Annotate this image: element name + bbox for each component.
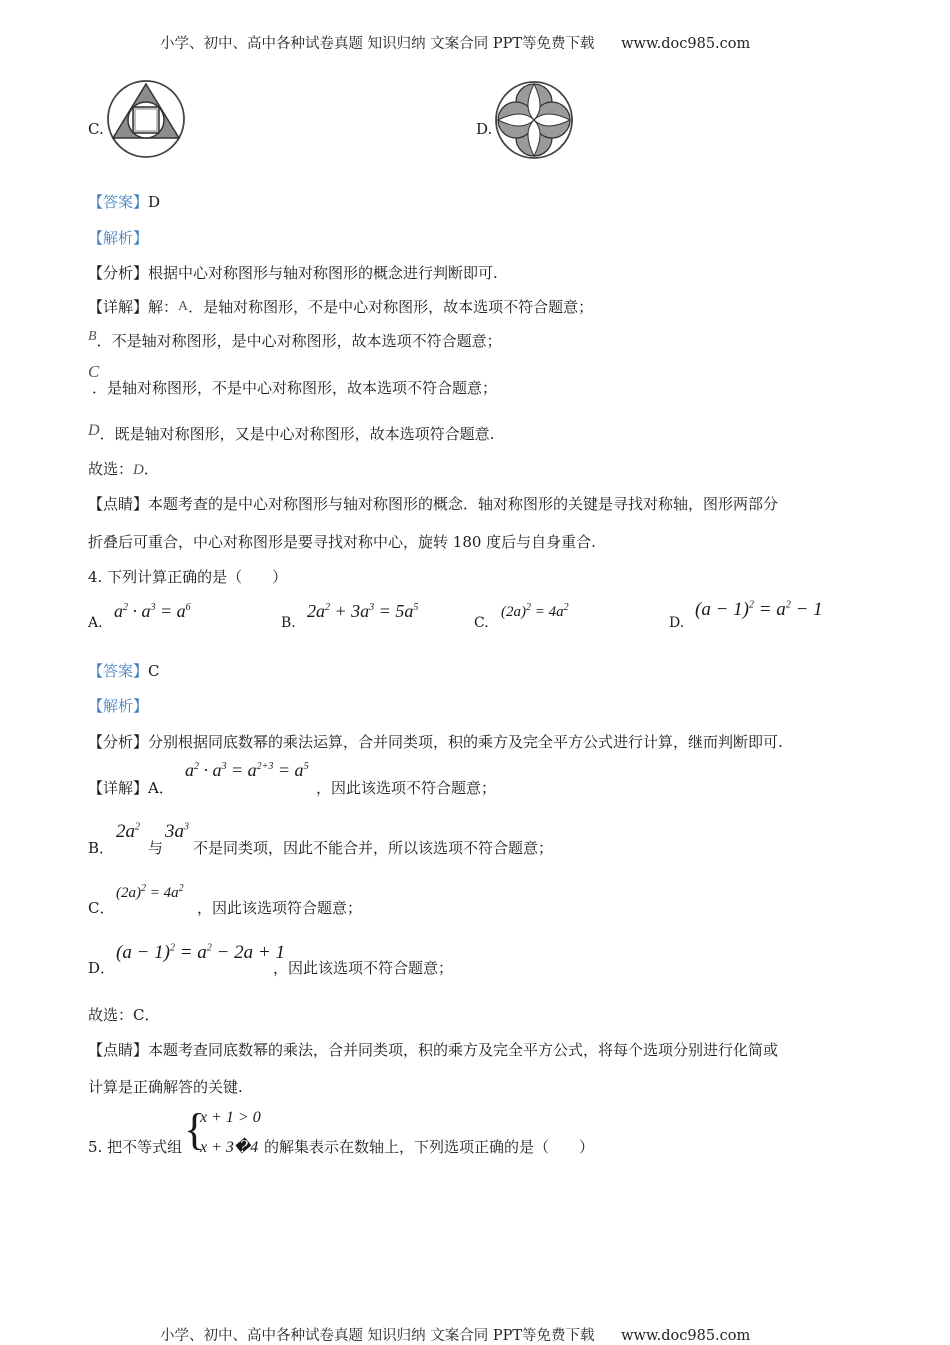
dianjing-tag: 【点睛】 (88, 495, 149, 513)
page-footer (160, 1324, 750, 1345)
q4-option-a-label: A. (88, 615, 103, 631)
page-header (160, 32, 750, 53)
q4-detail-a-formula: $a^2 \cdot a^3 = a^{2+3} = a^5$ (185, 760, 309, 780)
fenxi-tag: 【分析】 (88, 733, 149, 751)
q4-answer (88, 660, 160, 681)
q4-option-a-formula: $a^2 \cdot a^3 = a^6$ (114, 601, 191, 621)
q4-fenxi (88, 731, 783, 752)
dianjing-tag: 【点睛】 (88, 1041, 149, 1059)
q5-brace: { (184, 1105, 206, 1154)
answer-value: C (148, 662, 160, 680)
q3-analysis-tag: 【解析】 (88, 229, 149, 247)
detail-a-letter: A (178, 299, 189, 314)
answer-tag: 【答案】 (88, 193, 149, 211)
q4-dianjing-line2: 计算是正确解答的关键. (88, 1078, 243, 1096)
q4-detail-c-text: ，因此该选项符合题意； (197, 899, 363, 917)
q3-fenxi (88, 262, 498, 283)
q4-dianjing-line1 (88, 1039, 778, 1060)
answer-value: D (148, 193, 161, 211)
q5-ineq2: x + 3�4 (200, 1139, 259, 1156)
q3-detail-d (88, 423, 494, 444)
q3-option-c-label: C. (88, 120, 104, 138)
detail-a-text: ．是轴对称图形，不是中心对称图形，故本选项不符合题意； (188, 298, 594, 316)
q4-detail-b-label: B． (88, 839, 115, 857)
answer-tag: 【答案】 (88, 662, 149, 680)
q4-option-c-label: C. (474, 615, 489, 631)
q3-option-d-figure (494, 80, 576, 160)
q3-option-c-figure (106, 80, 188, 160)
q4-choose: 故选：C． (88, 1006, 160, 1024)
q5-stem-suffix: 的解集表示在数轴上，下列选项正确的是（ ） (264, 1138, 595, 1156)
detail-d-letter: D (88, 422, 100, 439)
detail-prefix: 解： (148, 298, 179, 316)
q5-ineq1: x + 1 > 0 (200, 1109, 261, 1126)
q4-option-d-formula: $(a - 1)^2 = a^2 - 1$ (695, 599, 823, 620)
fenxi-text: 根据中心对称图形与轴对称图形的概念进行判断即可. (148, 264, 498, 282)
choose-end: ． (143, 460, 159, 478)
detail-tag: 【详解】 (88, 779, 149, 797)
choose-label: 故选： (88, 460, 134, 478)
q4-detail-a (88, 777, 174, 798)
q4-detail-b-mid: 与 (148, 839, 164, 857)
q3-dianjing-line1 (88, 493, 778, 514)
q3-detail-c (92, 377, 497, 398)
q3-choose (88, 458, 159, 479)
detail-b-text: ．不是轴对称图形，是中心对称图形，故本选项不符合题意； (96, 332, 502, 350)
q4-detail-d-formula: $(a - 1)^2 = a^2 - 2a + 1$ (116, 942, 285, 963)
fenxi-text: 分别根据同底数幂的乘法运算，合并同类项，积的乘方及完全平方公式进行计算，继而判断即可. (148, 733, 783, 751)
dianjing-text: 本题考查同底数幂的乘法，合并同类项，积的乘方及完全平方公式，将每个选项分别进行化简或 (148, 1041, 779, 1059)
dianjing-text: 本题考查的是中心对称图形与轴对称图形的概念．轴对称图形的关键是寻找对称轴，图形两部分 (148, 495, 779, 513)
q4-detail-b-formula1: $2a^2$ (116, 821, 140, 842)
choose-letter: D (133, 462, 144, 478)
q4-detail-d-label: D． (88, 959, 116, 977)
q4-stem: 4. 下列计算正确的是（ ） (88, 568, 288, 586)
header-url: www.doc985.com (621, 36, 751, 52)
footer-text: 小学、初中、高中各种试卷真题 知识归纳 文案合同 PPT等免费下载 (160, 1328, 595, 1344)
q3-detail-a (88, 296, 593, 317)
detail-tag: 【详解】 (88, 298, 149, 316)
q3-detail-b (88, 330, 502, 351)
detail-c-letter: C (88, 362, 100, 381)
q4-analysis-tag: 【解析】 (88, 697, 149, 715)
q3-answer (88, 191, 160, 212)
q5-stem-prefix: 5. 把不等式组 (88, 1138, 183, 1156)
header-text: 小学、初中、高中各种试卷真题 知识归纳 文案合同 PPT等免费下载 (160, 36, 595, 52)
q4-option-b-formula: $2a^2 + 3a^3 = 5a^5$ (307, 601, 419, 621)
detail-a-label: A． (148, 779, 174, 797)
q4-detail-d-text: ，因此该选项不符合题意； (273, 959, 454, 977)
q3-dianjing-line2: 折叠后可重合，中心对称图形是要寻找对称中心，旋转 180 度后与自身重合. (88, 533, 596, 551)
q4-option-c-formula: $(2a)^2 = 4a^2$ (501, 602, 569, 620)
q4-detail-c-formula: $(2a)^2 = 4a^2$ (116, 883, 184, 901)
q4-option-b-label: B. (281, 615, 296, 631)
fenxi-tag: 【分析】 (88, 264, 149, 282)
detail-d-text: ．既是轴对称图形，又是中心对称图形，故本选项符合题意. (99, 425, 495, 443)
footer-url: www.doc985.com (621, 1328, 751, 1344)
q4-detail-b-formula2: $3a^3$ (165, 821, 189, 842)
q4-option-d-label: D. (669, 615, 685, 631)
detail-b-letter: B (88, 329, 97, 344)
detail-c-text: ．是轴对称图形，不是中心对称图形，故本选项不符合题意； (92, 379, 498, 397)
q4-detail-a-text: ，因此该选项不符合题意； (316, 779, 497, 797)
q4-detail-c-label: C． (88, 899, 115, 917)
q4-detail-b-text: 不是同类项，因此不能合并，所以该选项不符合题意； (193, 839, 554, 857)
q3-option-d-label: D. (476, 120, 493, 138)
